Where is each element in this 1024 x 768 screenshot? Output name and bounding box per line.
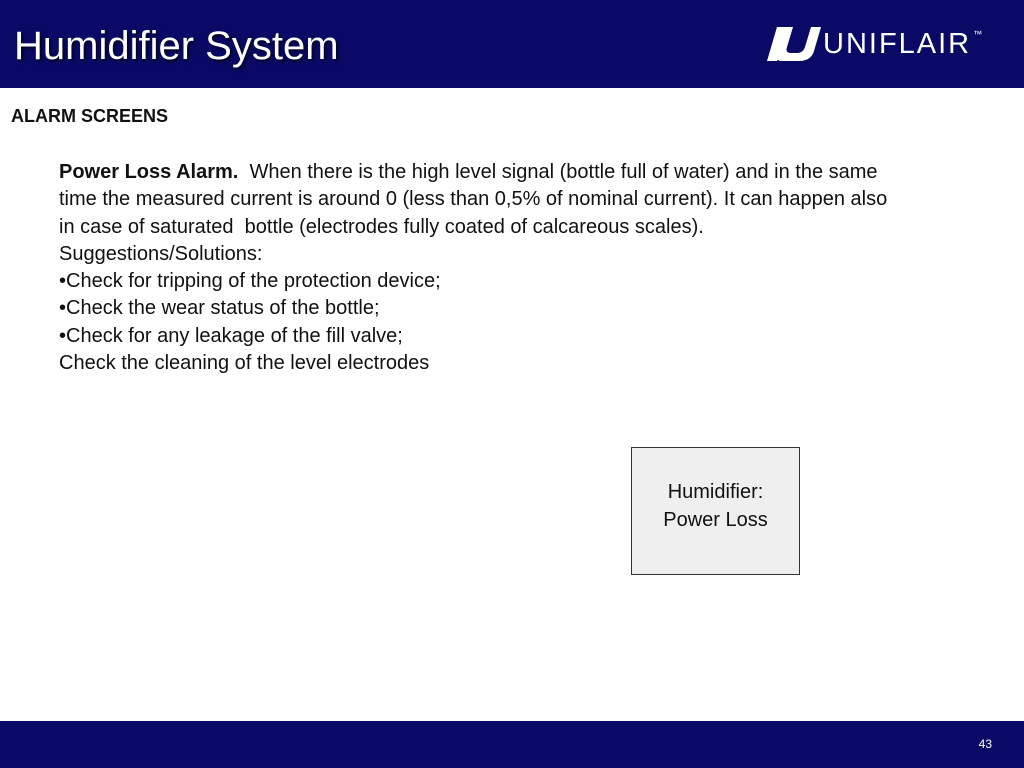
intro-paragraph (59, 159, 893, 268)
logo-wordmark: UNIFLAIR (823, 28, 972, 60)
alarm-description (59, 159, 893, 377)
uniflair-logo (763, 27, 982, 61)
slide-title: Humidifier System (14, 24, 339, 68)
alarm-name: Power Loss Alarm. (59, 161, 239, 183)
intro-text: When there is the high level signal (bottle full of water) and in the same time the measured current is around 0 (less than 0,5% of nominal current). It can happen also in case of saturated bottle (electrodes fully coated of calcareous scales). Suggestions/Solutions: (59, 161, 893, 265)
alarm-display-box (631, 447, 800, 575)
list-item: •Check for tripping of the protection device; (59, 270, 441, 293)
list-item: •Check for any leakage of the fill valve; (59, 324, 403, 347)
trademark-symbol: ™ (973, 29, 983, 39)
alarm-display-line1: Humidifier: (667, 481, 764, 503)
list-item: •Check the wear status of the bottle; (59, 297, 380, 320)
page-number: 43 (978, 737, 992, 751)
uniflair-u-logo-icon (763, 27, 821, 61)
footer-bar (0, 721, 1024, 768)
list-item: Check the cleaning of the level electrodes (59, 352, 430, 375)
header-bar (0, 0, 1024, 88)
section-heading: ALARM SCREENS (11, 106, 169, 126)
alarm-display-line2: Power Loss (663, 509, 768, 531)
